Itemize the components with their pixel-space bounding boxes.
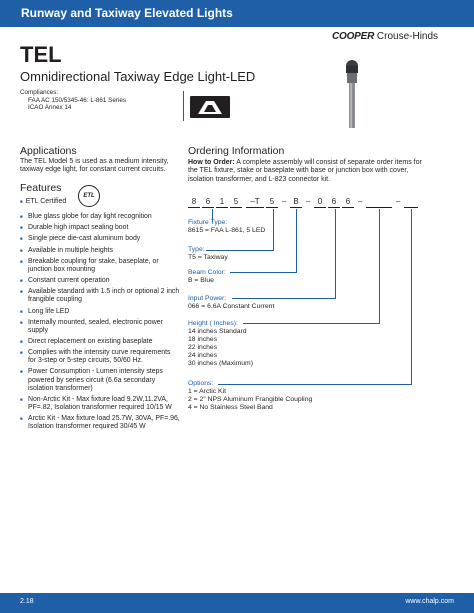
type-block (188, 246, 228, 262)
feature-item: ■ Long life LED (20, 308, 180, 316)
code-char: 6 (342, 196, 354, 208)
type-value: T5 = Taxiway (188, 253, 228, 261)
feature-item: ■ Durable high impact sealing boot (20, 224, 180, 232)
input-power-value: 066 = 6.6A Constant Current (188, 302, 275, 310)
beam-color-label: Beam Color: (188, 269, 226, 276)
product-photo (328, 56, 432, 128)
compliances-label: Compliances: (20, 89, 59, 96)
connector-line (379, 209, 380, 323)
fixture-type-value: 8615 = FAA L-861, 5 LED (188, 226, 266, 234)
feature-item: ■ Direct replacement on existing baseplate (20, 338, 180, 346)
feature-item: ■ Non-Arctic Kit - Max fixture load 9.2W,11.2VA, PF=.82, Isolation transformer required 10/15 W (20, 396, 180, 412)
brand-name: COOPER (332, 31, 375, 42)
divider (183, 91, 184, 121)
section-title: Runway and Taxiway Elevated Lights (21, 6, 233, 20)
beam-color-block (188, 269, 226, 285)
how-to-order (188, 159, 428, 184)
feature-item: ■ Blue glass globe for day light recognition (20, 213, 180, 221)
etl-certified (20, 198, 66, 205)
how-to-order-label: How to Order: (188, 159, 235, 166)
code-char: 8 (188, 196, 200, 208)
bullet-icon: ■ (20, 198, 23, 204)
fixture-type-block (188, 219, 265, 235)
connector-line (411, 209, 412, 384)
etl-label: ETL Certified (25, 198, 67, 205)
features-list (20, 213, 180, 434)
compliance-item: FAA AC 150/5345-46: L-861 Series (28, 96, 127, 104)
feature-item: ■ Breakable coupling for stake, baseplate, or junction box mounting (20, 258, 180, 274)
code-char: 0 (314, 196, 326, 208)
code-blank (404, 196, 418, 208)
code-char: 6 (202, 196, 214, 208)
height-value: 18 inches (188, 335, 218, 343)
feature-item: ■ Arctic Kit - Max fixture load 25.7W, 30VA, PF=.96, Isolation transformer required 30/45 W (20, 415, 180, 431)
header-bar (0, 0, 474, 27)
code-char: 5 (266, 196, 278, 208)
brand-division: Crouse-Hinds (376, 31, 439, 42)
code-dash: – (358, 197, 363, 206)
footer-bar (0, 593, 474, 613)
feature-item: ■ Constant current operation (20, 277, 180, 285)
applications-text: The TEL Model 5 is used as a medium intensity, taxiway edge light, for constant current circuits. (20, 158, 169, 174)
type-label: Type: (188, 246, 205, 253)
connector-line (273, 209, 274, 250)
code-char: 6 (328, 196, 340, 208)
feature-item: ■ Available standard with 1.5 inch or optional 2 inch frangible coupling (20, 288, 180, 304)
etl-logo: ETL (78, 185, 100, 207)
compliances (20, 89, 126, 112)
product-code: TEL (20, 42, 62, 67)
taxiway-light-icon (190, 96, 230, 118)
code-char: –T (246, 196, 264, 208)
height-value: 22 inches (188, 343, 218, 351)
applications-heading: Applications (20, 145, 77, 157)
code-dash: – (306, 197, 311, 206)
connector-line (296, 209, 297, 272)
fixture-type-label: Fixture Type: (188, 219, 228, 226)
input-power-block (188, 295, 274, 311)
code-char: B (290, 196, 302, 208)
ordering-heading: Ordering Information (188, 145, 285, 157)
height-block (188, 320, 253, 367)
brand-logo (332, 31, 438, 42)
height-value: 24 inches (188, 351, 218, 359)
options-value: 2 = 2" NPS Aluminum Frangible Coupling (188, 395, 313, 403)
options-value: 4 = No Stainless Steel Band (188, 403, 273, 411)
beam-color-value: B = Blue (188, 276, 214, 284)
how-to-order-text: A complete assembly will consist of separate order items for the TEL fixture, stake or baseplate with base or junction box with cover, isolation transformer, and L-823 connector kit. (188, 159, 422, 183)
code-char: 1 (216, 196, 228, 208)
connector-line (243, 323, 380, 324)
options-value: 1 = Arctic Kit (188, 387, 226, 395)
height-value: 14 inches Standard (188, 327, 247, 335)
website-link[interactable]: www.chalp.com (405, 598, 454, 605)
feature-item: ■ Complies with the intensity curve requirements for 3-step or 5-step circuits, 50/60 Hz. (20, 349, 180, 365)
connector-line (230, 272, 297, 273)
code-dash: – (282, 197, 287, 206)
product-name: Omnidirectional Taxiway Edge Light-LED (20, 69, 256, 84)
feature-item: ■ Single piece die-cast aluminum body (20, 235, 180, 243)
height-value: 30 inches (Maximum) (188, 359, 253, 367)
features-heading: Features (20, 182, 62, 194)
code-char: 5 (230, 196, 242, 208)
connector-line (335, 209, 336, 298)
feature-item: ■ Available in multiple heights (20, 247, 180, 255)
input-power-label: Input Power: (188, 295, 227, 302)
code-blank (366, 196, 392, 208)
feature-item: ■ Power Consumption - Lumen intensity steps powered by series circuit (6.6a secondary isolation transformer) (20, 368, 180, 392)
feature-item: ■ Internally mounted, sealed, electronic power supply (20, 319, 180, 335)
options-block (188, 380, 312, 412)
code-dash: – (396, 197, 401, 206)
page-number: 2.18 (20, 598, 34, 605)
height-label: Height ( Inches): (188, 320, 238, 327)
compliance-item: ICAO Annex 14 (28, 104, 72, 111)
options-label: Options: (188, 380, 214, 387)
